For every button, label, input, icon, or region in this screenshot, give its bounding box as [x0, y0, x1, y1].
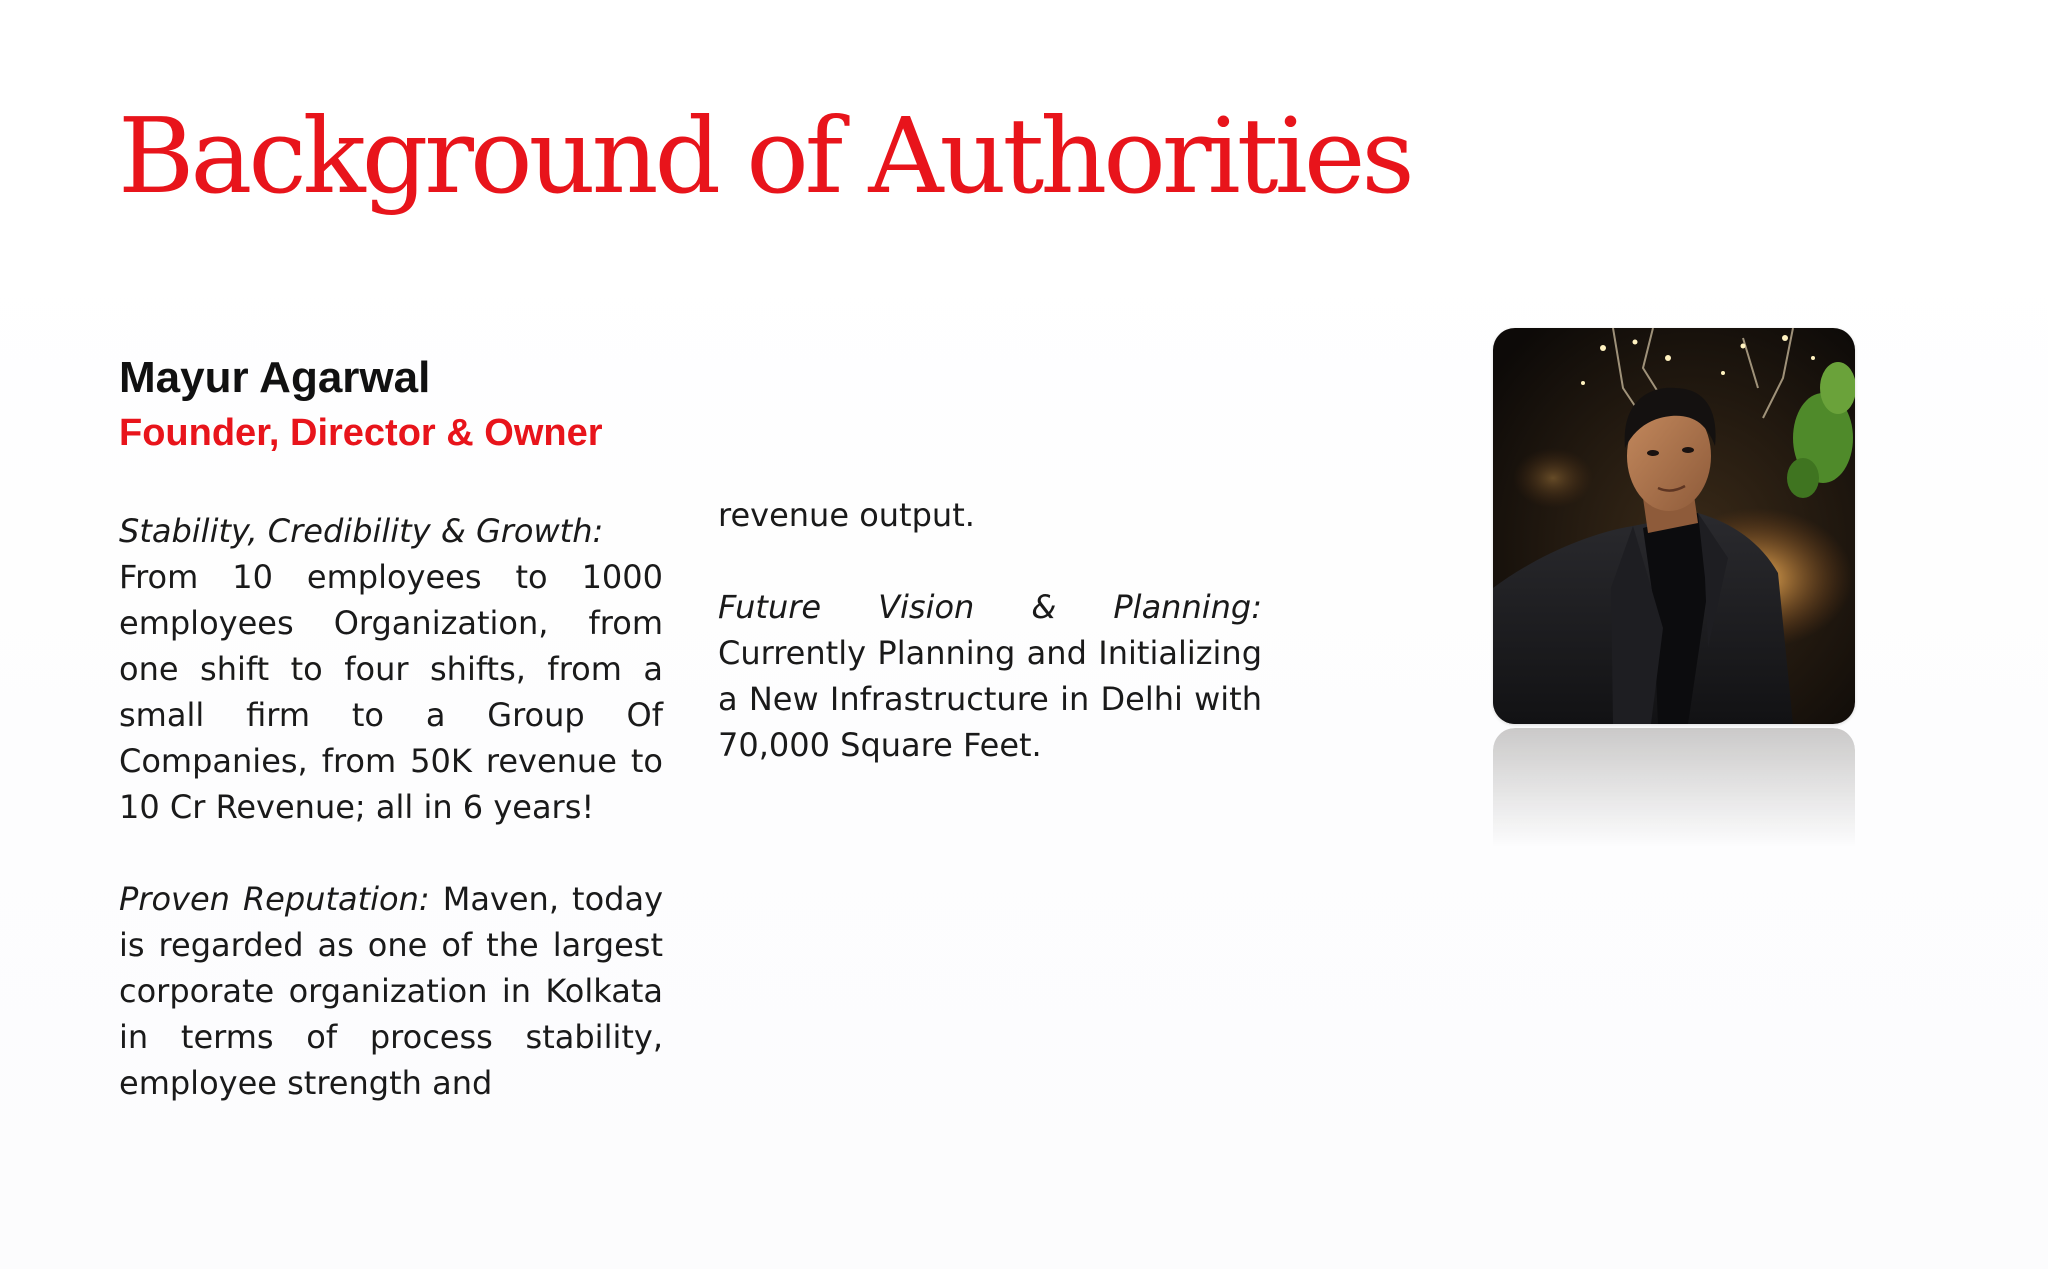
paragraph-gap	[718, 538, 1262, 584]
person-role: Founder, Director & Owner	[119, 412, 603, 454]
slide-title: Background of Authorities	[118, 95, 1411, 217]
reputation-paragraph	[119, 876, 663, 1106]
vision-text: Currently Planning and Initializing a New Infrastructure in Delhi with 70,000 Square Feet.	[718, 634, 1262, 764]
right-text-column	[718, 492, 1262, 768]
portrait-reflection-illustration	[1493, 728, 1855, 848]
person-name: Mayur Agarwal	[119, 353, 431, 402]
continuation-text: revenue output.	[718, 496, 975, 534]
portrait-reflection	[1493, 728, 1855, 848]
portrait-photo	[1493, 328, 1855, 724]
reputation-heading: Proven Reputation:	[119, 880, 430, 918]
left-text-column	[119, 508, 663, 1106]
stability-text: From 10 employees to 1000 employees Organization, from one shift to four shifts, from a small firm to a Group Of Companies, from 50K revenue to 10 Cr Revenue; all in 6 years!	[119, 558, 663, 826]
paragraph-gap	[119, 830, 663, 876]
portrait-photo-frame	[1493, 328, 1855, 724]
vision-heading: Future Vision & Planning:	[718, 588, 1262, 626]
stability-heading: Stability, Credibility & Growth:	[119, 512, 604, 550]
portrait-illustration	[1493, 328, 1855, 724]
reputation-text: Maven, today is regarded as one of the largest corporate organization in Kolkata in terms of process stability, employee strength and	[119, 880, 664, 1102]
